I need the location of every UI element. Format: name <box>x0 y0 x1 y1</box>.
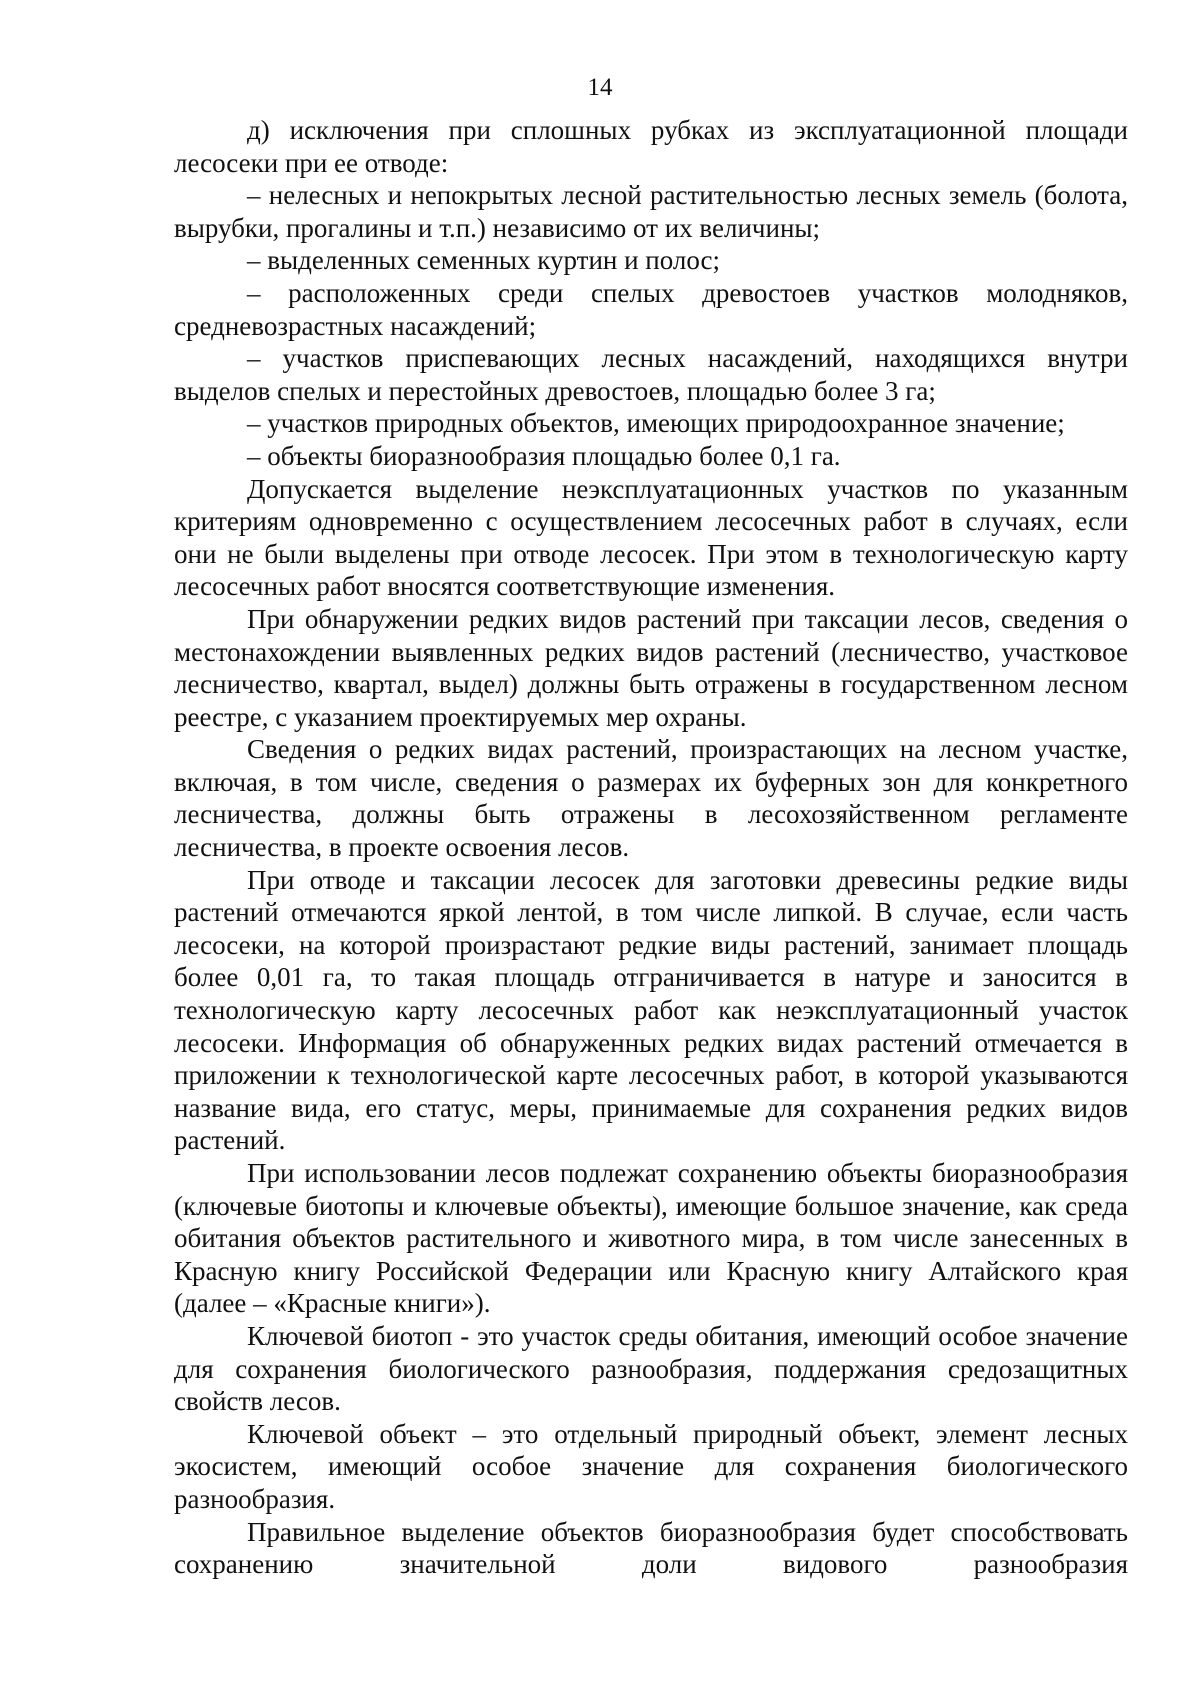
paragraph-correct-allocation: Правильное выделение объектов биоразнообразия будет способствовать сохранению значительной доли видового разнообразия <box>174 1516 1128 1580</box>
paragraph-key-biotope: Ключевой биотоп - это участок среды обитания, имеющий особое значение для сохранения биологического разнообразия, поддержания средозащитных свойств лесов. <box>174 1320 1128 1417</box>
paragraph-rare-plants-inventory: При обнаружении редких видов растений при таксации лесов, сведения о местонахождении выявленных редких видов растений (лесничество, участковое лесничество, квартал, выдел) должны быть отражены в государственном лесном реестре, с указанием проектируемых мер охраны. <box>174 603 1128 732</box>
list-item-non-forest-lands: – нелесных и непокрытых лесной растительностью лесных земель (болота, вырубки, прогалины и т.п.) независимо от их величины; <box>174 180 1128 243</box>
list-item-biodiversity-objects: – объекты биоразнообразия площадью более 0,1 га. <box>247 440 841 471</box>
list-item-maturing-stands: – участков приспевающих лесных насаждений, находящихся внутри выделов спелых и перестойных древостоев, площадью более 3 га; <box>174 343 1128 406</box>
paragraph-item-d: д) исключения при сплошных рубках из эксплуатационной площади лесосеки при ее отводе: <box>174 115 1128 178</box>
paragraph-biodiversity-objects: При использовании лесов подлежат сохранению объекты биоразнообразия (ключевые биотопы и ключевые объекты), имеющие большое значение, как среда обитания объектов растительного и животного мира, в том числе занесенных в Красную книгу Российской Федерации или Красную книгу Алтайского края (далее – «Красные книги»). <box>174 1158 1128 1319</box>
paragraph-non-exploitable-plots: Допускается выделение неэксплуатационных участков по указанным критериям одновременно с осуществлением лесосечных работ в случаях, если они не были выделены при отводе лесосек. При этом в технологическую карту лесосечных работ вносятся соответствующие изменения. <box>174 473 1128 602</box>
paragraph-key-object: Ключевой объект – это отдельный природный объект, элемент лесных экосистем, имеющий особое значение для сохранения биологического разнообразия. <box>174 1418 1128 1514</box>
document-body <box>174 114 1128 1581</box>
paragraph-rare-plants-marking: При отводе и таксации лесосек для заготовки древесины редкие виды растений отмечаются яркой лентой, в том числе липкой. В случае, если часть лесосеки, на которой произрастают редкие виды растений, занимает площадь более 0,01 га, то такая площадь отграничивается в натуре и заносится в технологическую карту лесосечных работ как неэксплуатационный участок лесосеки. Информация об обнаруженных редких видах растений отмечается в приложении к технологической карте лесосечных работ, в которой указываются название вида, его статус, меры, принимаемые для сохранения редких видов растений. <box>174 864 1128 1156</box>
list-item-young-stands: – расположенных среди спелых древостоев участков молодняков, средневозрастных насаждений; <box>174 277 1128 341</box>
list-item-seed-clumps: – выделенных семенных куртин и полос; <box>247 245 721 276</box>
paragraph-rare-plants-regulations: Сведения о редких видах растений, произрастающих на лесном участке, включая, в том числе, сведения о размерах их буферных зон для конкретного лесничества, должны быть отражены в лесохозяйственном регламенте лесничества, в проекте освоения лесов. <box>174 734 1128 863</box>
list-item-natural-objects: – участков природных объектов, имеющих природоохранное значение; <box>247 408 1065 439</box>
page-number: 14 <box>587 74 613 101</box>
